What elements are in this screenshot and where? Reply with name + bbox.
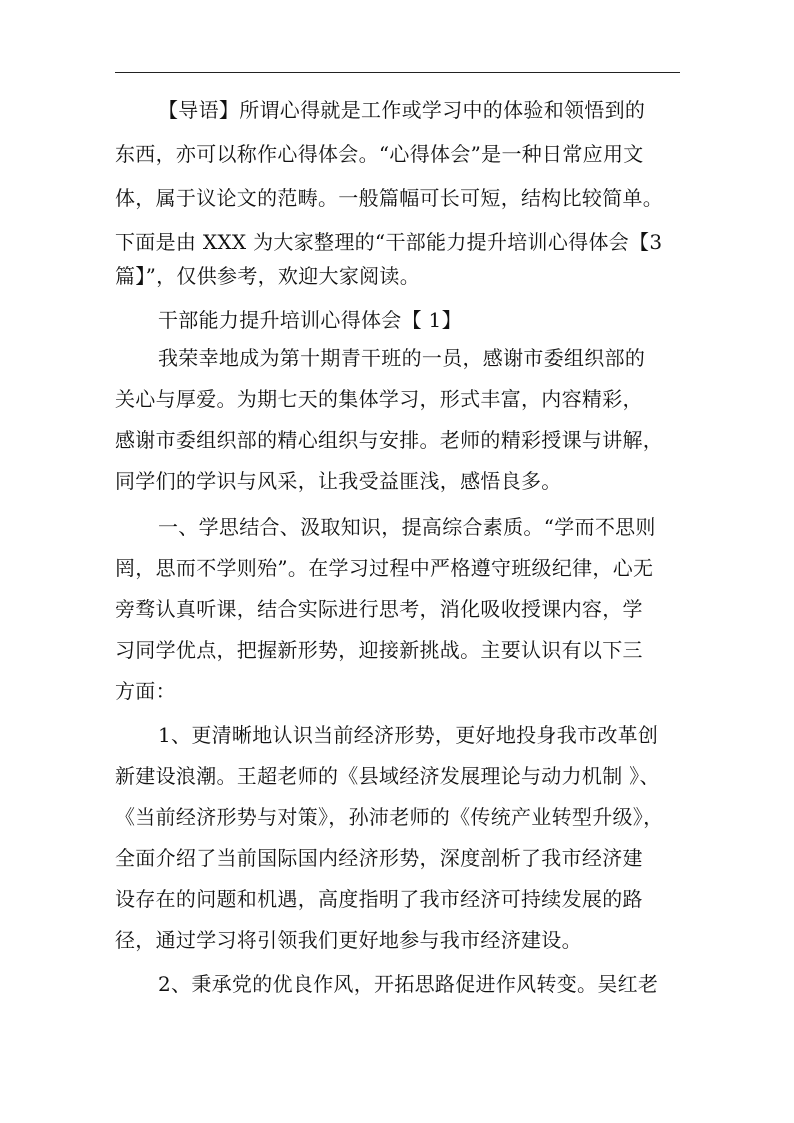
paragraph-2-line-3: 旁骛认真听课，结合实际进行思考，消化吸收授课内容，学 [115,597,643,621]
intro-line-1: 【导语】所谓心得就是工作或学习中的体验和领悟到的 [158,98,646,122]
paragraph-3-line-3: 《当前经济形势与对策》，孙沛老师的《传统产业转型升级》， [115,805,664,829]
section-title: 干部能力提升培训心得体会【 1】 [158,308,462,332]
intro-line-5: 篇】”，仅供参考，欢迎大家阅读。 [115,264,421,288]
paragraph-2-line-5: 方面： [115,679,176,703]
intro-line-3: 体，属于议论文的范畴。一般篇幅可长可短，结构比较简单。 [115,186,664,210]
paragraph-4-line-1: 2、秉承党的优良作风，开拓思路促进作风转变。吴红老 [158,972,659,996]
paragraph-1-line-4: 同学们的学识与风采，让我受益匪浅，感悟良多。 [115,469,562,493]
paragraph-2-line-1: 一、学思结合、汲取知识，提高综合素质。“学而不思则 [158,515,656,539]
paragraph-3-line-1: 1、更清晰地认识当前经济形势，更好地投身我市改革创 [158,723,659,747]
intro-line-4: 下面是由 XXX 为大家整理的“干部能力提升培训心得体会【3 [115,230,663,254]
header-rule [115,72,680,73]
paragraph-1-line-2: 关心与厚爱。为期七天的集体学习，形式丰富，内容精彩， [115,387,643,411]
paragraph-2-line-2: 罔，思而不学则殆”。在学习过程中严格遵守班级纪律，心无 [115,556,654,580]
paragraph-2-line-4: 习同学优点，把握新形势，迎接新挑战。主要认识有以下三 [115,638,643,662]
paragraph-3-line-5: 设存在的问题和机遇，高度指明了我市经济可持续发展的路 [115,887,643,911]
paragraph-3-line-2: 新建设浪潮。王超老师的《县域经济发展理论与动力机制 》、 [115,764,660,788]
paragraph-1-line-3: 感谢市委组织部的精心组织与安排。老师的精彩授课与讲解， [115,428,664,452]
paragraph-1-line-1: 我荣幸地成为第十期青干班的一员，感谢市委组织部的 [158,346,646,370]
intro-line-2: 东西，亦可以称作心得体会。“心得体会”是一种日常应用文 [115,142,644,166]
paragraph-3-line-4: 全面介绍了当前国际国内经济形势，深度剖析了我市经济建 [115,846,643,870]
paragraph-3-line-6: 径，通过学习将引领我们更好地参与我市经济建设。 [115,928,582,952]
